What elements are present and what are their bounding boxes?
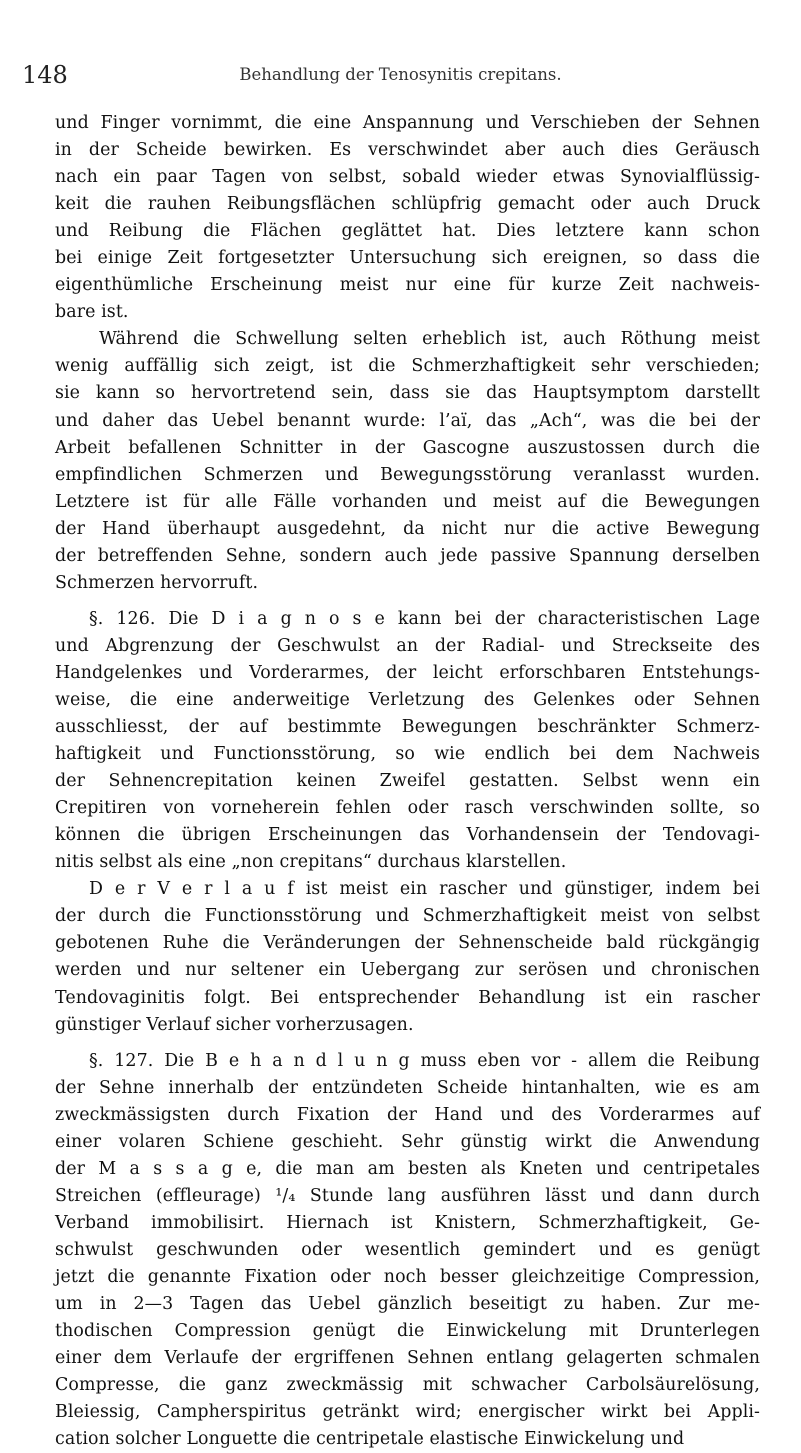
text-line: zweckmässigsten durch Fixation der Hand und des Vorderarmes auf (55, 1104, 760, 1125)
text-line: Bleiessig, Campherspiritus getränkt wird; energischer wirkt bei Appli- (55, 1402, 760, 1423)
text-line: und Finger vornimmt, die eine Anspannung und Verschieben der Sehnen (55, 113, 760, 133)
text-line: sie kann so hervortretend sein, dass sie das Hauptsymptom darstellt (55, 383, 760, 404)
section-126-start: §. 126. Die D i a g n o s e kann bei der characteristischen Lage (89, 608, 760, 629)
text-line: der betreffenden Sehne, sondern auch jede passive Spannung derselben (55, 545, 760, 566)
text-line: thodischen Compression genügt die Einwickelung mit Drunterlegen (55, 1321, 760, 1342)
text-line: der Sehnencrepitation keinen Zweifel gestatten. Selbst wenn ein (55, 771, 760, 792)
text-line: weise, die eine anderweitige Verletzung des Gelenkes oder Sehnen (55, 689, 760, 710)
text-line: und Abgrenzung der Geschwulst an der Radial- und Streckseite des (55, 635, 760, 656)
running-title: Behandlung der Tenosynitis crepitans. (239, 65, 562, 84)
page-number: 148 (22, 61, 68, 89)
section-127-start: §. 127. Die B e h a n d l u n g muss eben vor - allem die Reibung (89, 1050, 760, 1071)
text-line: nach ein paar Tagen von selbst, sobald wieder etwas Synovialflüssig- (55, 167, 760, 188)
text-line: günstiger Verlauf sicher vorherzusagen. (55, 1014, 414, 1035)
text-line: der durch die Functionsstörung und Schmerzhaftigkeit meist von selbst (55, 906, 760, 927)
text-line: haftigkeit und Functionsstörung, so wie endlich bei dem Nachweis (55, 744, 760, 765)
text-line: der Sehne innerhalb der entzündeten Scheide hintanhalten, wie es am (55, 1077, 760, 1098)
text-line: Compresse, die ganz zweckmässig mit schwacher Carbolsäurelösung, (55, 1375, 760, 1396)
text-line: Streichen (effleurage) ¹/₄ Stunde lang ausführen lässt und dann durch (55, 1185, 760, 1206)
text-line: nitis selbst als eine „non crepitans“ durchaus klarstellen. (55, 852, 567, 873)
text-line: empfindlichen Schmerzen und Bewegungsstörung veranlasst wurden. (55, 464, 760, 485)
text-line: bei einige Zeit fortgesetzter Untersuchung sich ereignen, so dass die (55, 248, 760, 269)
text-line: und Reibung die Flächen geglättet hat. Dies letztere kann schon (55, 221, 760, 242)
text-line: der Hand überhaupt ausgedehnt, da nicht nur die active Bewegung (55, 518, 760, 539)
text-line: wenig auffällig sich zeigt, ist die Schmerzhaftigkeit sehr verschieden; (55, 356, 760, 377)
paragraph-start-line: D e r V e r l a u f ist meist ein rascher und günstiger, indem bei (89, 879, 760, 900)
text-line: um in 2—3 Tagen das Uebel gänzlich beseitigt zu haben. Zur me- (55, 1294, 760, 1315)
text-line: Tendovaginitis folgt. Bei entsprechender Behandlung ist ein rascher (55, 987, 760, 1008)
text-line: Letztere ist für alle Fälle vorhanden und meist auf die Bewegungen (55, 491, 760, 512)
text-line: Schmerzen hervorruft. (55, 572, 259, 593)
text-line: in der Scheide bewirken. Es verschwindet aber auch dies Geräusch (55, 140, 760, 161)
text-line: der M a s s a g e, die man am besten als Kneten und centripetales (55, 1158, 760, 1179)
text-line: und daher das Uebel benannt wurde: l’aï, das „Ach“, was die bei der (55, 410, 760, 431)
text-line: können die übrigen Erscheinungen das Vorhandensein der Tendovagi- (55, 825, 760, 846)
paragraph-start-line: Während die Schwellung selten erheblich ist, auch Röthung meist (99, 329, 760, 350)
text-line: bare ist. (55, 302, 129, 323)
page-header (0, 58, 801, 92)
text-line: einer volaren Schiene geschieht. Sehr günstig wirkt die Anwendung (55, 1131, 760, 1152)
text-line: Verband immobilisirt. Hiernach ist Knistern, Schmerzhaftigkeit, Ge- (55, 1212, 760, 1233)
text-line: eigenthümliche Erscheinung meist nur eine für kurze Zeit nachweis- (55, 275, 760, 296)
text-line: einer dem Verlaufe der ergriffenen Sehnen entlang gelagerten schmalen (55, 1348, 760, 1369)
text-line: cation solcher Longuette die centripetale elastische Einwickelung und (55, 1429, 685, 1450)
text-line: werden und nur seltener ein Uebergang zur serösen und chronischen (55, 960, 760, 981)
text-line: Handgelenkes und Vorderarmes, der leicht erforschbaren Entstehungs- (55, 662, 760, 683)
text-line: schwulst geschwunden oder wesentlich gemindert und es genügt (55, 1239, 760, 1260)
text-line: Crepitiren von vorneherein fehlen oder rasch verschwinden sollte, so (55, 798, 760, 819)
text-line: keit die rauhen Reibungsflächen schlüpfrig gemacht oder auch Druck (55, 194, 760, 215)
text-line: jetzt die genannte Fixation oder noch besser gleichzeitige Compression, (55, 1266, 760, 1287)
body-text (55, 110, 760, 1453)
text-line: ausschliesst, der auf bestimmte Bewegungen beschränkter Schmerz- (55, 717, 760, 738)
text-line: Arbeit befallenen Schnitter in der Gascogne auszustossen durch die (55, 437, 760, 458)
text-line: gebotenen Ruhe die Veränderungen der Sehnenscheide bald rückgängig (55, 933, 760, 954)
